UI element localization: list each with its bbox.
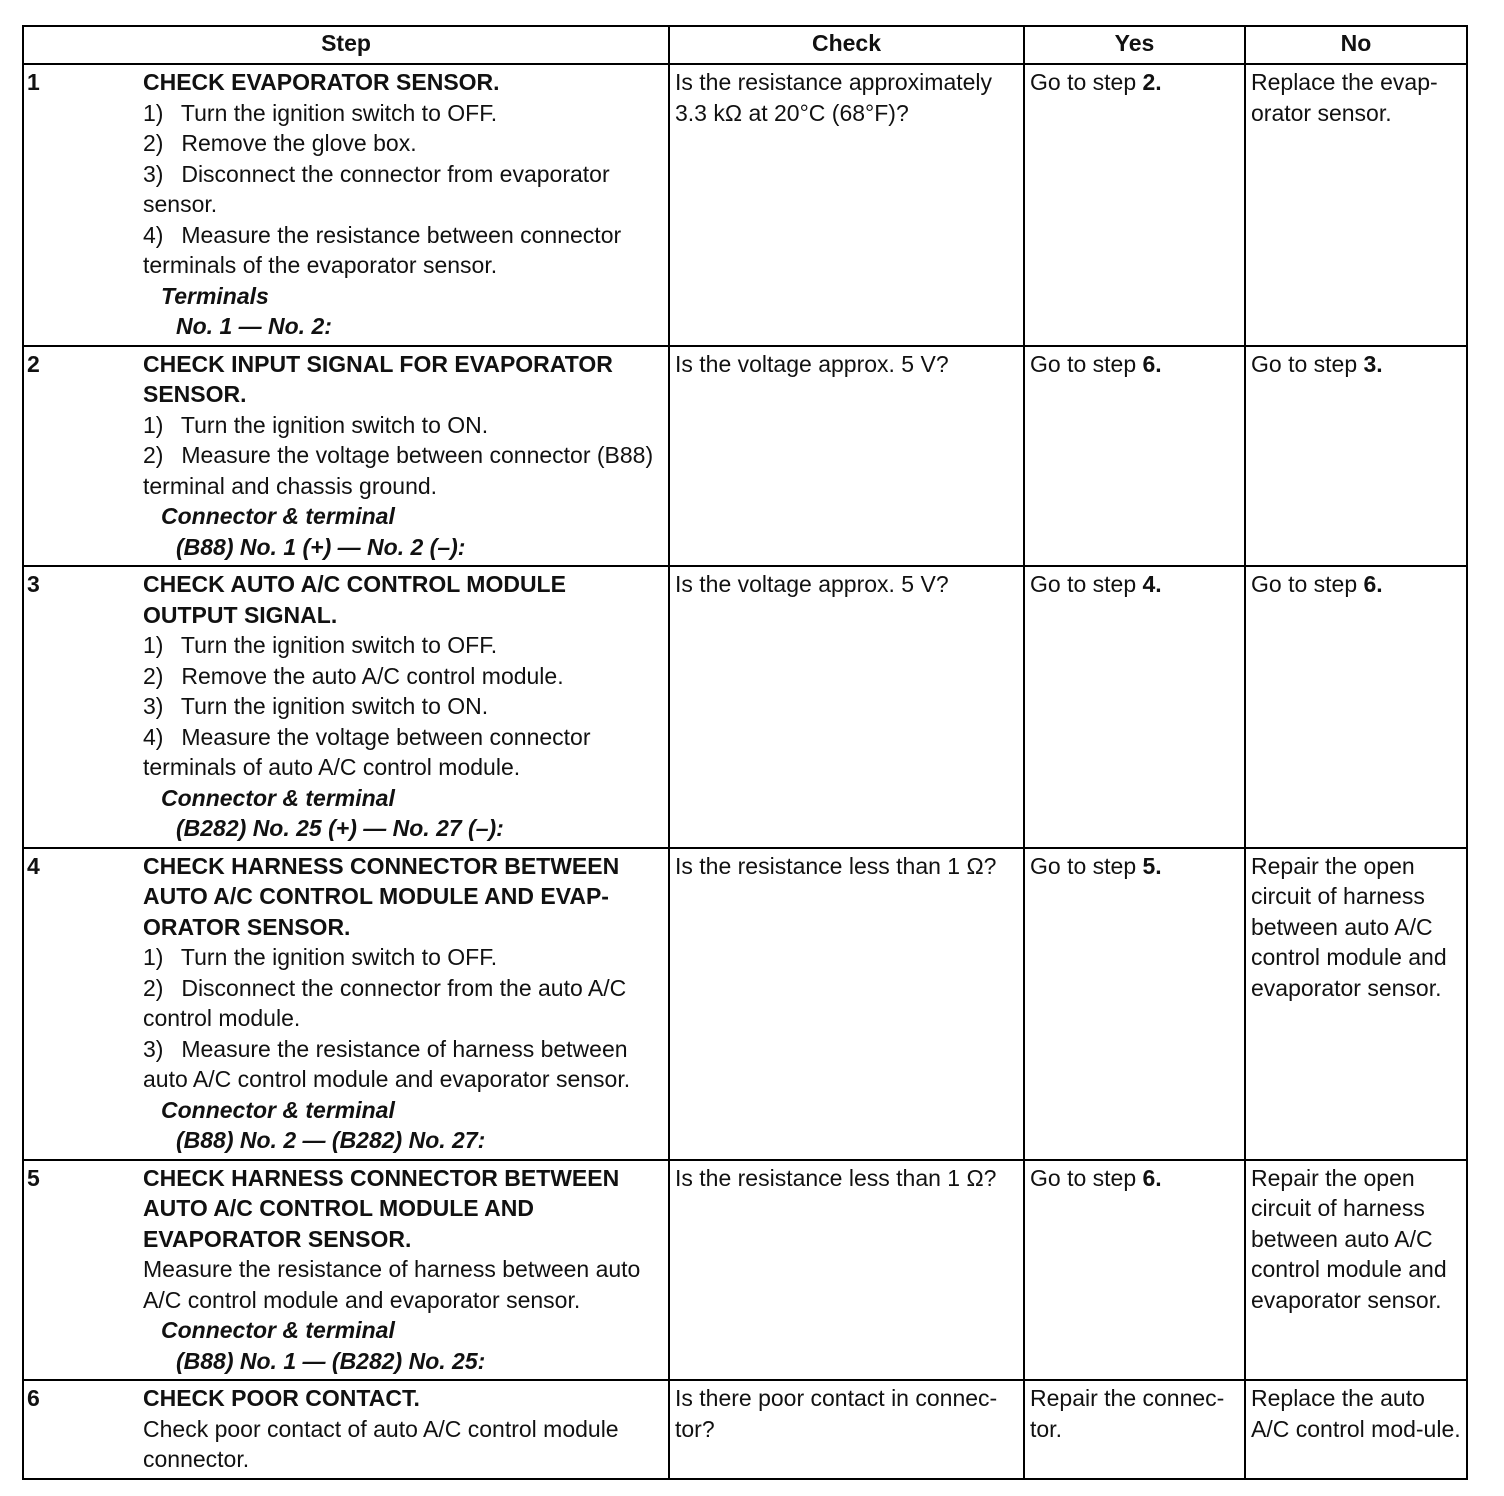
no-text: Go to step bbox=[1251, 571, 1364, 597]
step-instruction: Measure the resistance of harness between auto A/C control module and evaporator sensor. bbox=[143, 1256, 641, 1313]
table-row bbox=[23, 346, 1467, 567]
spec-label: Connector & terminal bbox=[161, 784, 395, 811]
no-cell bbox=[1245, 566, 1467, 848]
step-content bbox=[143, 848, 669, 1160]
header-row bbox=[23, 26, 1467, 64]
spec-label: Terminals bbox=[161, 282, 269, 309]
no-cell bbox=[1245, 1160, 1467, 1381]
no-cell bbox=[1245, 64, 1467, 346]
step-instruction: 1) Turn the ignition switch to ON. bbox=[143, 411, 489, 438]
yes-cell bbox=[1024, 1160, 1245, 1381]
step-instruction: 1) Turn the ignition switch to OFF. bbox=[143, 632, 498, 658]
check-cell: Is the resistance approximately 3.3 kΩ at 20°C (68°F)? bbox=[669, 64, 1024, 346]
step-instruction: 1) Turn the ignition switch to OFF. bbox=[143, 99, 498, 126]
yes-step-ref: 4. bbox=[1142, 571, 1162, 597]
step-instruction: 3) Turn the ignition switch to ON. bbox=[143, 693, 489, 719]
step-number: 3 bbox=[23, 566, 143, 848]
header-step: Step bbox=[23, 26, 669, 64]
no-text: Repair the open circuit of harness between auto A/C control module and evaporator sensor. bbox=[1251, 1164, 1447, 1313]
spec-value: (B88) No. 1 (+) — No. 2 (–): bbox=[176, 533, 466, 560]
step-instruction: Check poor contact of auto A/C control module connector. bbox=[143, 1415, 619, 1472]
header-yes: Yes bbox=[1024, 26, 1245, 64]
header-check: Check bbox=[669, 26, 1024, 64]
yes-cell bbox=[1024, 64, 1245, 346]
yes-text: Go to step bbox=[1030, 571, 1143, 597]
step-instruction: 3) Measure the resistance of harness between auto A/C control module and evaporator sensor. bbox=[143, 1035, 631, 1092]
no-text: Repair the open circuit of harness between auto A/C control module and evaporator sensor. bbox=[1251, 852, 1447, 1001]
step-instruction: 2) Remove the glove box. bbox=[143, 130, 417, 156]
spec-value: (B282) No. 25 (+) — No. 27 (–): bbox=[176, 815, 504, 841]
yes-text: Repair the connec-tor. bbox=[1030, 1385, 1225, 1442]
step-number: 1 bbox=[23, 64, 143, 346]
yes-text: Go to step bbox=[1030, 1164, 1143, 1191]
step-number: 5 bbox=[23, 1160, 143, 1381]
step-number: 4 bbox=[23, 848, 143, 1160]
no-step-ref: 6. bbox=[1363, 571, 1383, 597]
table-row bbox=[23, 64, 1467, 346]
diagnostic-table bbox=[22, 25, 1468, 1480]
spec-label: Connector & terminal bbox=[161, 503, 395, 529]
step-instruction: 1) Turn the ignition switch to OFF. bbox=[143, 944, 498, 970]
table-row bbox=[23, 848, 1467, 1160]
step-content bbox=[143, 64, 669, 346]
yes-step-ref: 5. bbox=[1142, 852, 1162, 879]
step-title: CHECK HARNESS CONNECTOR BETWEEN AUTO A/C CONTROL MODULE AND EVAP-ORATOR SENSOR. bbox=[143, 852, 620, 940]
no-text: Replace the evap-orator sensor. bbox=[1251, 69, 1438, 126]
step-instruction: 2) Measure the voltage between connector (B88) terminal and chassis ground. bbox=[143, 442, 654, 499]
check-cell: Is the voltage approx. 5 V? bbox=[669, 346, 1024, 567]
table-row bbox=[23, 566, 1467, 848]
step-title: CHECK AUTO A/C CONTROL MODULE OUTPUT SIGNAL. bbox=[143, 571, 566, 628]
yes-step-ref: 6. bbox=[1142, 1164, 1162, 1191]
step-content bbox=[143, 1160, 669, 1381]
no-cell bbox=[1245, 1380, 1467, 1479]
step-title: CHECK POOR CONTACT. bbox=[143, 1385, 420, 1411]
table-row bbox=[23, 1380, 1467, 1479]
check-cell: Is there poor contact in connec-tor? bbox=[669, 1380, 1024, 1479]
step-title: CHECK INPUT SIGNAL FOR EVAPORATOR SENSOR. bbox=[143, 350, 613, 407]
step-title: CHECK EVAPORATOR SENSOR. bbox=[143, 69, 500, 95]
yes-step-ref: 2. bbox=[1142, 69, 1162, 95]
step-instruction: 3) Disconnect the connector from evaporator sensor. bbox=[143, 160, 610, 217]
check-cell: Is the voltage approx. 5 V? bbox=[669, 566, 1024, 848]
table-row bbox=[23, 1160, 1467, 1381]
no-text: Go to step bbox=[1251, 350, 1364, 377]
step-number: 2 bbox=[23, 346, 143, 567]
yes-cell bbox=[1024, 566, 1245, 848]
yes-text: Go to step bbox=[1030, 350, 1143, 377]
spec-label: Connector & terminal bbox=[161, 1096, 395, 1123]
spec-label: Connector & terminal bbox=[161, 1317, 395, 1343]
no-cell bbox=[1245, 848, 1467, 1160]
spec-value: (B88) No. 2 — (B282) No. 27: bbox=[176, 1127, 486, 1153]
step-instruction: 4) Measure the resistance between connector terminals of the evaporator sensor. bbox=[143, 221, 622, 278]
check-cell: Is the resistance less than 1 Ω? bbox=[669, 1160, 1024, 1381]
yes-text: Go to step bbox=[1030, 852, 1143, 879]
step-number: 6 bbox=[23, 1380, 143, 1479]
check-cell: Is the resistance less than 1 Ω? bbox=[669, 848, 1024, 1160]
step-title: CHECK HARNESS CONNECTOR BETWEEN AUTO A/C CONTROL MODULE AND EVAPORATOR SENSOR. bbox=[143, 1164, 620, 1252]
yes-cell bbox=[1024, 346, 1245, 567]
step-content bbox=[143, 566, 669, 848]
no-cell bbox=[1245, 346, 1467, 567]
yes-text: Go to step bbox=[1030, 69, 1143, 95]
header-no: No bbox=[1245, 26, 1467, 64]
step-content bbox=[143, 1380, 669, 1479]
yes-cell bbox=[1024, 1380, 1245, 1479]
step-content bbox=[143, 346, 669, 567]
no-step-ref: 3. bbox=[1363, 350, 1383, 377]
spec-value: No. 1 — No. 2: bbox=[176, 313, 332, 339]
step-instruction: 2) Disconnect the connector from the auto A/C control module. bbox=[143, 974, 627, 1031]
step-instruction: 4) Measure the voltage between connector terminals of auto A/C control module. bbox=[143, 723, 591, 780]
step-instruction: 2) Remove the auto A/C control module. bbox=[143, 662, 564, 689]
spec-value: (B88) No. 1 — (B282) No. 25: bbox=[176, 1347, 486, 1374]
no-text: Replace the auto A/C control mod-ule. bbox=[1251, 1385, 1461, 1442]
yes-step-ref: 6. bbox=[1142, 350, 1162, 377]
yes-cell bbox=[1024, 848, 1245, 1160]
